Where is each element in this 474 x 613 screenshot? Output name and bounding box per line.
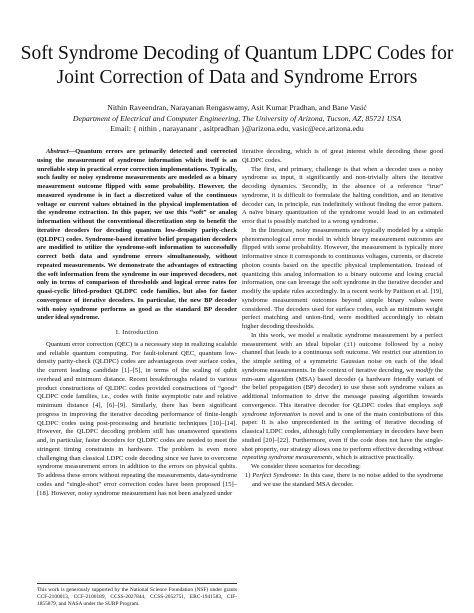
abstract-text: —Quantum errors are primarily detected and corrected using the measurement of syndrome information which itself is an unreliable step in practical error correction implementations. Typically, such faulty or noisy syndrome measurements are modeled as a binary measurement outcome flipped with some probability. However, the measured syndrome is in fact a discretized value of the continuous voltage or current values obtained in the physical implementation of the syndrome extraction. In this paper, we use this “soft” or analog information without the conventional discretization step to benefit the iterative decoders for decoding quantum low-density parity-check (QLDPC) codes. Syndrome-based iterative belief propagation decoders are modified to utilize the syndrome-soft information to successfully correct both data and syndrome errors simultaneously, without repeated measurements. We demonstrate the advantages of extracting the soft information from the syndrome in our improved decoders, not only in terms of comparison of thresholds and logical error rates for quasi-cyclic lifted-product QLDPC code families, but also for faster convergence of iterative decoders. In particular, the new BP decoder with noisy syndrome performs as good as the standard BP decoder under ideal syndrome. [37,148,237,322]
list-text: In this case, there is no noise added to the syndrome and we use the standard MSA decoder. [252,471,443,488]
list-number: 1) [245,471,251,479]
emphasis-no-repeat: without repeating syndrome measurements [242,445,443,462]
text-run: , which is attractive practically. [332,454,415,462]
paragraph-this-work [242,332,443,463]
funding-footnote: This work is generously supported by the National Science Foundation (NSF) under grants CCF-2100013, CCF-2106189, CCSS-2027844, CCSS-2052751, ERC-1941583, CIF-1855879, and NASA under the SURP Program. [37,583,237,608]
text-run: the min-sum algorithm (MSA) based decoder (a hardware friendly variant of the belief propagation (BP) decoder) to use these soft syndrome values as additional information to drive the message passing algorithm towards convergence. This iterative decoder for QLDPC codes that employs [242,366,444,409]
affiliation: Department of Electrical and Computer Engineering, The University of Arizona, Tucson, AZ, 85721 USA [72,113,402,123]
text-run: In this work, we model a realistic syndrome measurement by a perfect measurement with an ideal bipolar (±1) outcome followed by a noisy channel that leads to a continuous soft outcome. We restrict our attention to the simple setting of a symmetric Gaussian noise on each of the ideal syndrome measurements. In the context of iterative decoding, we [242,331,443,374]
abstract-label: Abstract [46,148,69,155]
list-item-perfect-syndrome [242,472,443,490]
text-run: is novel and is one of the main contributions of this paper. It is also unprecedented in the setting of iterative decoding of classical LDPC codes, although fully complementary in decoders have been studied [20]–[22]. Furthermore, even if the code does not have the single-shot property, our strategy allows one to perform effective decoding [242,410,443,453]
section-heading-introduction: I. Introduction [115,329,159,336]
paragraph-scenarios: We consider three scenarios for decoding: [251,463,361,470]
right-column [242,148,443,489]
emphasis-soft-syndrome: soft syndrome information [242,401,443,418]
author-names: Nithin Raveendran, Narayanan Rengaswamy, Asit Kumar Pradhan, and Bane Vasić [107,103,367,112]
abstract [37,148,237,323]
emphasis-modify: modify [415,366,434,374]
left-column [37,148,237,498]
paragraph-challenge: The first, and primary, challenge is that when a decoder uses a noisy syndrome as input, it significantly and non-trivially alters the iterative decoding dynamics. Secondly, in the absence of a reference “true” syndrome, it is difficult to formulate the halting condition, and an iterative decoder can, in principle, run indefinitely without finding the error pattern. A naïve binary quantization of the syndrome would lead to an estimated error that is possibly matched to a wrong syndrome. [242,165,443,225]
paragraph-literature: In the literature, noisy measurements are typically modeled by a simple phenomenological error model in which binary measurement outcomes are flipped with some probability. However, the measurement is typically more informative since it corresponds to continuous voltages, currents, or discrete photon counts based on the specific physical implementation. Instead of quantizing this analog information to a binary outcome and losing crucial information, one can leverage the soft syndrome in the iterative decoder and modify the update rules accordingly. In a recent work by Pattison et al. [19], syndrome measurement outcomes beyond simple binary values were considered. The decoders used for surface codes, such as minimum weight perfect matching and union-find, were modified accordingly to obtain higher decoding thresholds. [242,226,443,330]
paper-title: Soft Syndrome Decoding of Quantum LDPC Codes for Joint Correction of Data and Syndrome Errors [20,43,454,88]
author-block [20,103,454,135]
list-label: Perfect Syndrome: [252,471,302,479]
email-line: Email: { nithin , narayananr , asitpradhan }@arizona.edu, vasic@ece.arizona.edu [110,124,364,133]
intro-paragraph: Quantum error correction (QEC) is a necessary step in realizing scalable and reliable quantum computing. For fault-tolerant QEC, quantum low-density parity-check (QLDPC) codes are advantageous over surface codes, the current leading candidate [1]–[5], in terms of the scaling of qubit overhead and minimum distance. Recent breakthroughs related to various product constructions of QLDPC codes provided constructions of “good” QLDPC code families, i.e., codes with finite asymptotic rate and relative minimum distance [4], [6]–[9]. Similarly, there has been significant progress in improving the iterative decoding performance of finite-length QLDPC codes using post-processing and heuristic techniques [10]–[14]. However, the QLDPC decoding problem still has unanswered questions and, in particular, faster decoders for QLDPC codes are needed to meet the stringent timing constraints in hardware. The problem is even more challenging than classical LDPC code decoding since we have to overcome syndrome measurement errors in addition to the errors on physical qubits. To address these errors without repeating the measurements, data-syndrome codes and “single-shot” error correction codes have been proposed [15]–[18]. However, noisy syndrome measurement has not been analyzed under [37,340,237,497]
paragraph-continued: iterative decoding, which is of great interest while decoding these good QLDPC codes. [242,148,443,164]
